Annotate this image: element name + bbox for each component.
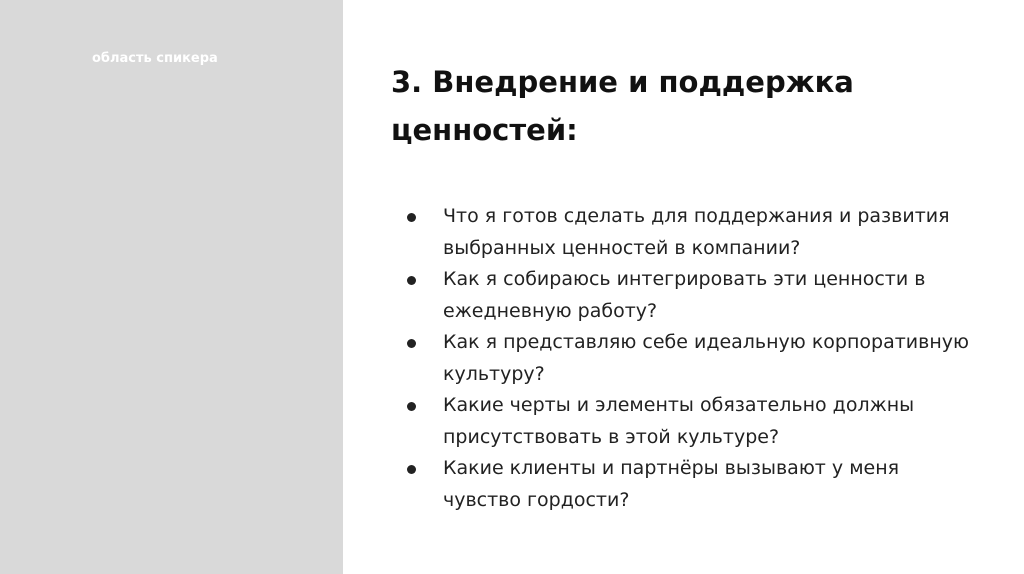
bullet-item [400, 390, 970, 453]
bullet-dot-icon [407, 276, 416, 285]
slide-title: 3. Внедрение и поддержка ценностей: [391, 65, 854, 147]
bullet-item [400, 201, 970, 264]
bullet-list [400, 201, 970, 516]
bullet-item [400, 264, 970, 327]
bullet-text: Что я готов сделать для поддержания и развития выбранных ценностей в компании? [443, 205, 950, 259]
bullet-text: Какие черты и элементы обязательно должны присутствовать в этой культуре? [443, 394, 915, 448]
bullet-text: Какие клиенты и партнёры вызывают у меня чувство гордости? [443, 457, 900, 511]
bullet-dot-icon [407, 339, 416, 348]
bullet-text: Как я собираюсь интегрировать эти ценности в ежедневную работу? [443, 268, 926, 322]
bullet-item [400, 453, 970, 516]
bullet-text: Как я представляю себе идеальную корпоративную культуру? [443, 331, 970, 385]
bullet-item [400, 327, 970, 390]
bullet-dot-icon [407, 402, 416, 411]
speaker-area [0, 0, 343, 574]
speaker-area-label: область спикера [92, 51, 218, 66]
bullet-dot-icon [407, 213, 416, 222]
bullet-dot-icon [407, 465, 416, 474]
